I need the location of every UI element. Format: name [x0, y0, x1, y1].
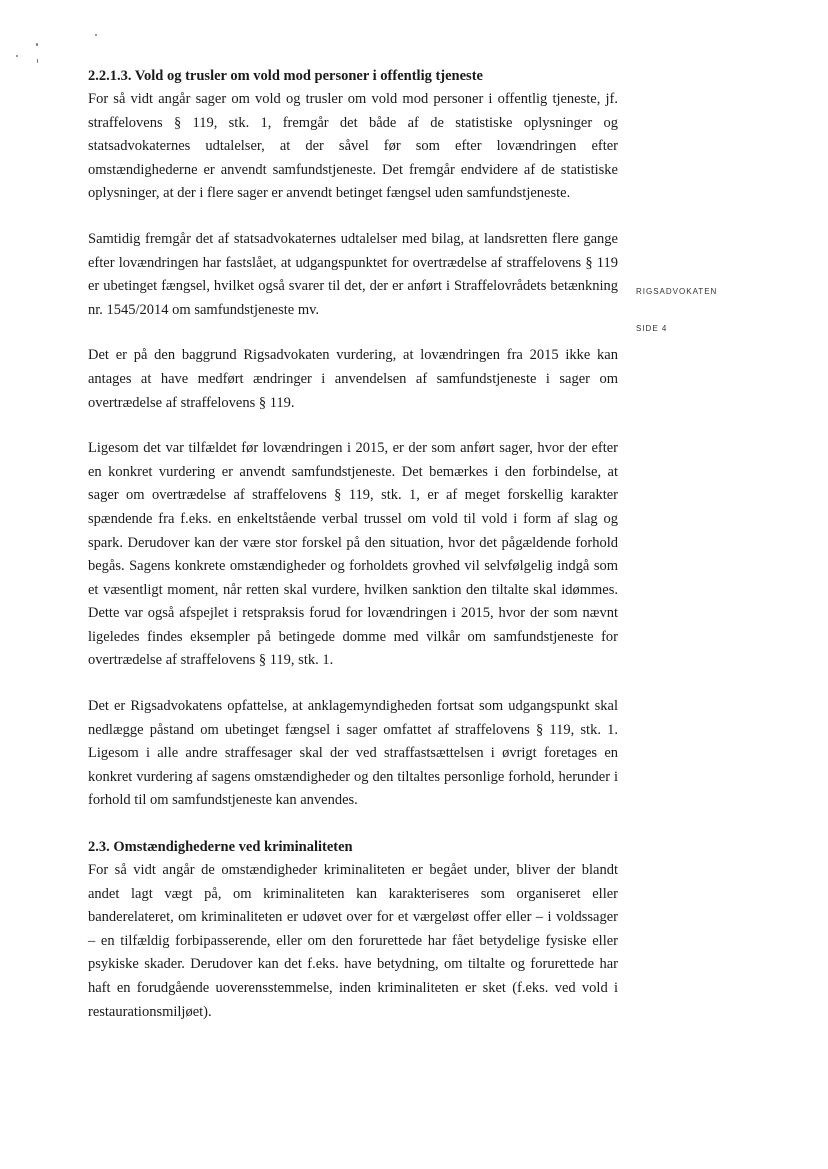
section-heading-2-2-1-3: 2.2.1.3. Vold og trusler om vold mod personer i offentlig tjeneste — [88, 68, 483, 84]
sidebar-organization: RIGSADVOKATEN — [636, 287, 718, 296]
page-number-label: SIDE 4 — [636, 324, 668, 333]
paragraph: For så vidt angår sager om vold og trusler om vold mod personer i offentlig tjeneste, jf. straffelovens § 119, stk. 1, fremgår det både af de statistiske oplysninger og statsadvokaternes udtalelser, at der såvel før som efter lovændringen efter omstændighederne er anvendt samfundstjeneste. Det fremgår endvidere af de statistiske oplysninger, at der i flere sager er anvendt betinget fængsel uden samfundstjeneste. — [88, 91, 618, 202]
scan-speck — [95, 34, 97, 36]
paragraph: Det er på den baggrund Rigsadvokaten vurdering, at lovændringen fra 2015 ikke kan antages at have medført ændringer i anvendelsen af samfundstjeneste i sager om overtrædelse af straffelovens § 119. — [88, 347, 618, 411]
paragraph: Det er Rigsadvokatens opfattelse, at anklagemyndigheden fortsat som udgangspunkt skal nedlægge påstand om ubetinget fængsel i sager omfattet af straffelovens § 119, stk. 1. Ligesom i alle andre straffesager skal der ved straffastsættelsen i øvrigt foretages en konkret vurdering af sagens omstændigheder og den tiltaltes personlige forhold, herunder i forhold til om samfundstjeneste kan anvendes. — [88, 698, 618, 809]
document-body — [88, 64, 618, 1024]
paragraph: Ligesom det var tilfældet før lovændringen i 2015, er der som anført sager, hvor der efter en konkret vurdering er anvendt samfundstjeneste. Det bemærkes i den forbindelse, at sager om overtrædelse af straffelovens § 119, stk. 1, er af meget forskellig karakter spændende fra f.eks. en enkeltstående verbal trussel om vold til vold i form af slag og spark. Derudover kan der være stor forskel på den situation, hvor det pågældende forhold begås. Sagens konkrete omstændigheder og forholdets grovhed vil selvfølgelig indgå som et væsentligt moment, når retten skal vurdere, hvilken sanktion den tiltalte skal idømmes. Dette var også afspejlet i retspraksis forud for lovændringen i 2015, hvor der som nævnt ligeledes findes eksempler på betingede domme med vilkår om samfundstjeneste for overtrædelse af straffelovens § 119, stk. 1. — [88, 440, 618, 669]
section-heading-2-3: 2.3. Omstændighederne ved kriminaliteten — [88, 839, 353, 856]
scan-speck — [36, 43, 38, 46]
scan-speck — [37, 59, 38, 63]
scan-speck — [16, 55, 18, 57]
paragraph: For så vidt angår de omstændigheder kriminaliteten er begået under, bliver der blandt andet lagt vægt på, om kriminaliteten kan karakteriseres som organiseret eller banderelateret, om kriminaliteten er udøvet over for et værgeløst offer eller – i voldssager – en tilfældig forbipasserende, eller om den forurettede har fået betydelige fysiske eller psykiske skader. Derudover kan det f.eks. have betydning, om tiltalte og forurettede har haft en forudgående uoverensstemmelse, inden kriminaliteten er sket (f.eks. ved vold i restaurationsmiljøet). — [88, 862, 618, 1020]
paragraph: Samtidig fremgår det af statsadvokaternes udtalelser med bilag, at landsretten flere gange efter lovændringen har fastslået, at udgangspunktet for overtrædelse af straffelovens § 119 er ubetinget fængsel, hvilket også svarer til det, der er anført i Straffelovrådets betænkning nr. 1545/2014 om samfundstjeneste mv. — [88, 230, 618, 318]
